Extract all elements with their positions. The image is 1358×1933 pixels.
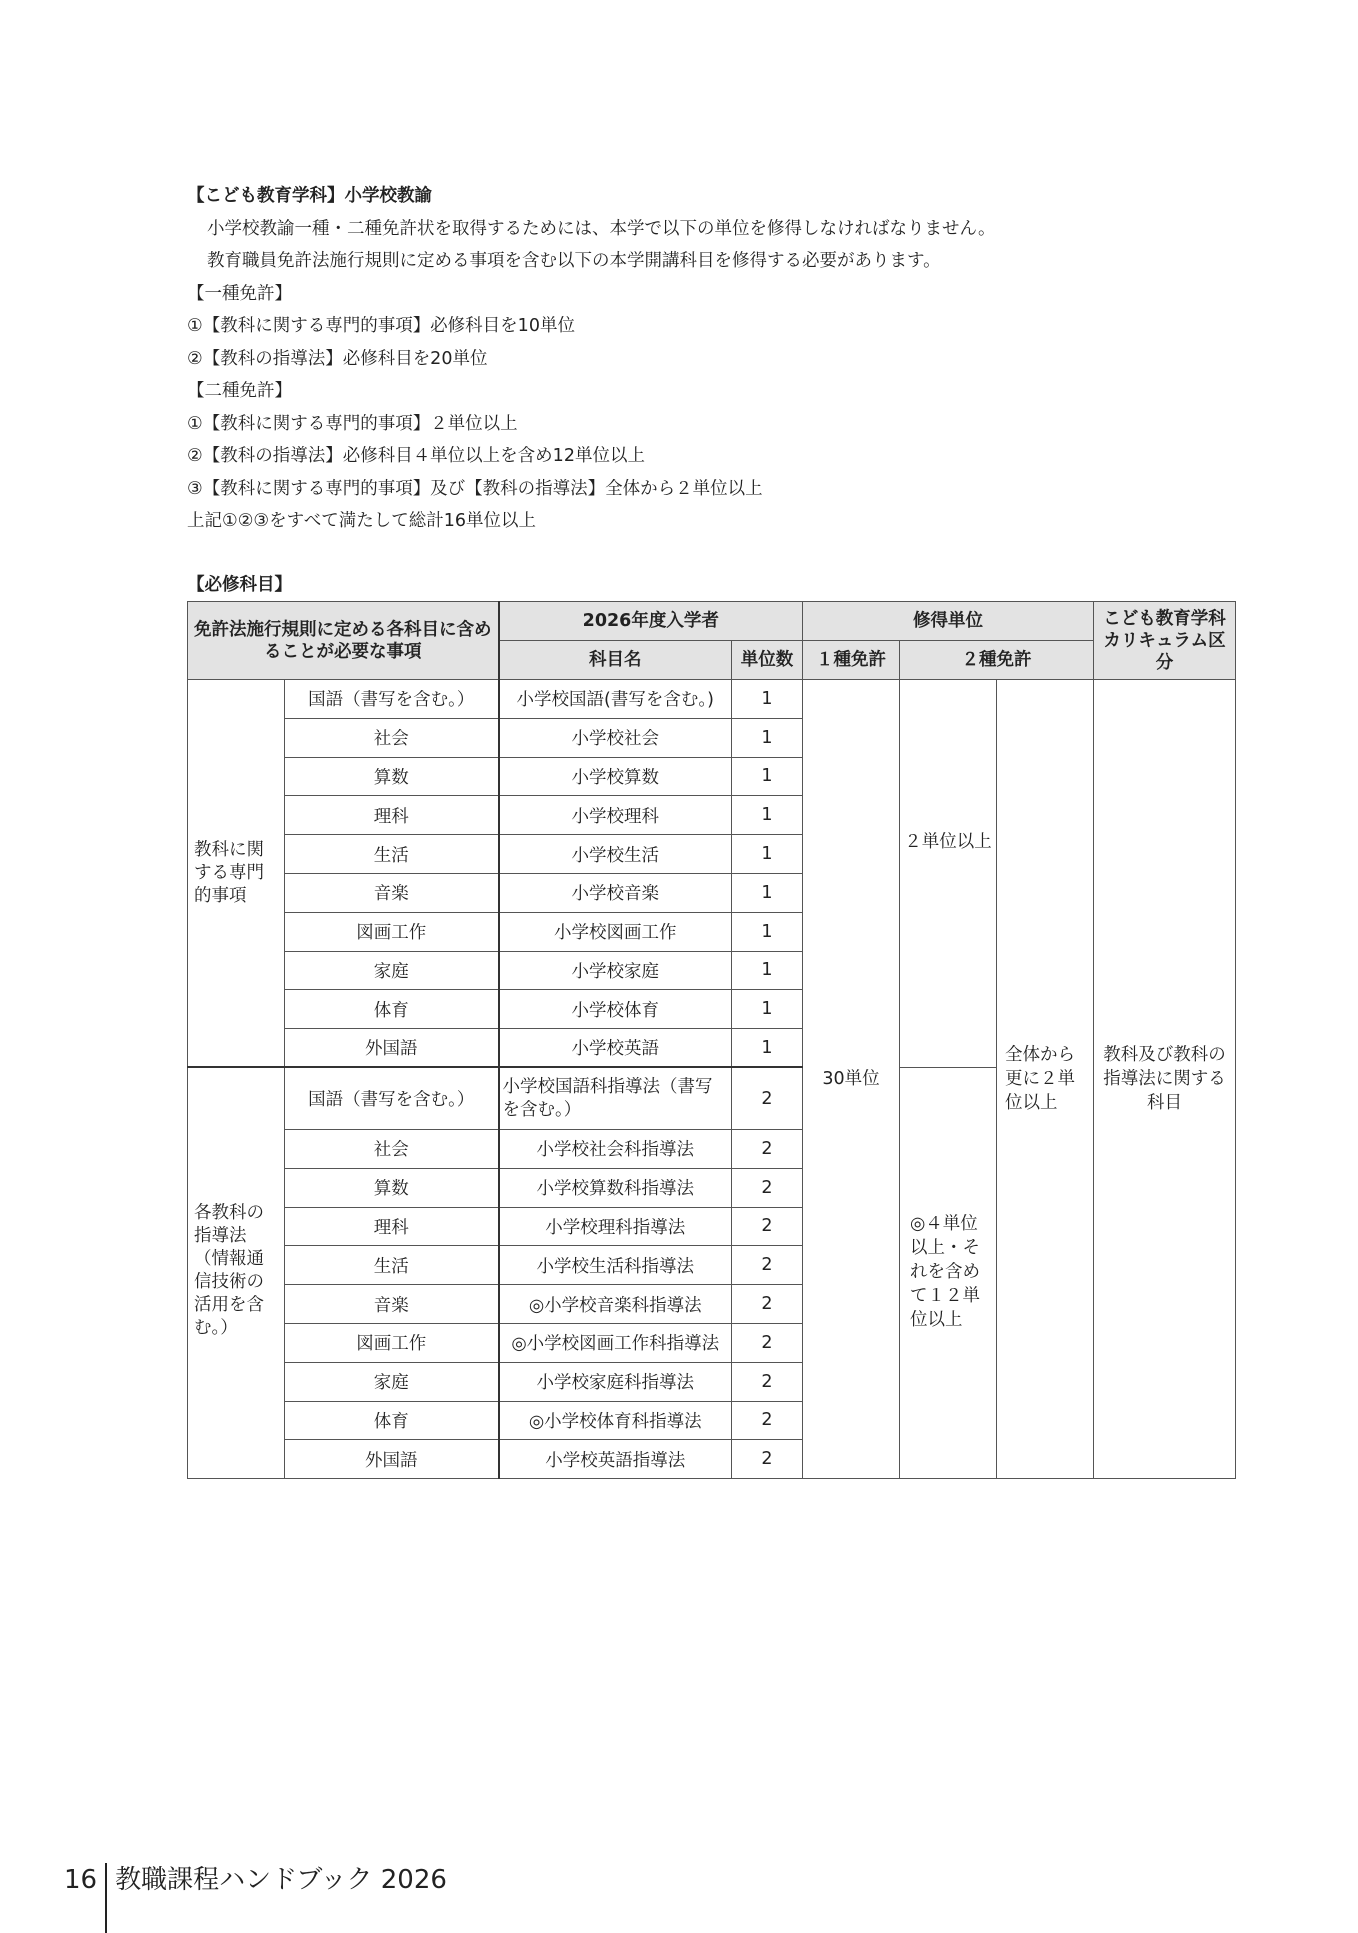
- page-number: 16: [64, 1865, 98, 1895]
- header-earned-credits: 修得単位: [803, 602, 1094, 641]
- required-courses-table: [187, 601, 1236, 1479]
- curriculum-category: 教科及び教科の指導法に関する科目: [1094, 680, 1236, 1479]
- header-type2: ２種免許: [900, 641, 1094, 680]
- header-cohort: 2026年度入学者: [499, 602, 803, 641]
- subject-cell: 小学校生活: [499, 835, 732, 874]
- matter-cell: 図画工作: [285, 1323, 499, 1362]
- type2-item: ①【教科に関する専門的事項】２単位以上: [187, 413, 518, 434]
- credits-cell: 2: [732, 1323, 803, 1362]
- type2-category2: ◎４単位以上・それを含めて１２単位以上: [900, 1067, 997, 1478]
- matter-cell: 国語（書写を含む。）: [285, 680, 499, 719]
- type1-item: ①【教科に関する専門的事項】必修科目を10単位: [187, 316, 575, 336]
- footer-divider: [105, 1863, 107, 1933]
- subject-cell: 小学校国語科指導法（書写を含む。）: [499, 1067, 732, 1129]
- matter-cell: 家庭: [285, 1362, 499, 1401]
- credits-cell: 2: [732, 1168, 803, 1207]
- subject-cell: 小学校理科: [499, 796, 732, 835]
- subject-cell: 小学校英語指導法: [499, 1440, 732, 1479]
- credits-cell: 2: [732, 1362, 803, 1401]
- credits-cell: 2: [732, 1440, 803, 1479]
- matter-cell: 社会: [285, 1129, 499, 1168]
- credits-cell: 1: [732, 718, 803, 757]
- subject-cell: 小学校社会: [499, 718, 732, 757]
- type1-item: ②【教科の指導法】必修科目を20単位: [187, 348, 488, 369]
- matter-cell: 国語（書写を含む。）: [285, 1067, 499, 1129]
- matter-cell: 体育: [285, 990, 499, 1029]
- matter-cell: 算数: [285, 1168, 499, 1207]
- section-title: 【こども教育学科】小学校教諭: [187, 186, 432, 206]
- credits-cell: 1: [732, 912, 803, 951]
- matter-cell: 生活: [285, 1246, 499, 1285]
- header-matters: 免許法施行規則に定める各科目に含めることが必要な事項: [188, 602, 499, 680]
- subject-cell: 小学校算数: [499, 757, 732, 796]
- credits-cell: 1: [732, 680, 803, 719]
- intro-section: [187, 180, 1237, 538]
- credits-cell: 2: [732, 1129, 803, 1168]
- credits-cell: 2: [732, 1401, 803, 1440]
- matter-cell: 理科: [285, 1207, 499, 1246]
- credits-cell: 1: [732, 990, 803, 1029]
- type1-total: 30単位: [803, 680, 900, 1479]
- credits-cell: 1: [732, 1029, 803, 1068]
- subject-cell: 小学校英語: [499, 1029, 732, 1068]
- header-subject-name: 科目名: [499, 641, 732, 680]
- credits-cell: 2: [732, 1067, 803, 1129]
- matter-cell: 音楽: [285, 1285, 499, 1324]
- type2-overall: 全体から更に２単位以上: [997, 680, 1094, 1479]
- subject-cell: ◎小学校音楽科指導法: [499, 1285, 732, 1324]
- header-curriculum: こども教育学科カリキュラム区分: [1094, 602, 1236, 680]
- credits-cell: 2: [732, 1285, 803, 1324]
- subject-cell: ◎小学校図画工作科指導法: [499, 1323, 732, 1362]
- page-footer: [64, 1845, 447, 1915]
- type2-label: 【二種免許】: [187, 381, 292, 401]
- matter-cell: 理科: [285, 796, 499, 835]
- intro-paragraph-1: 小学校教諭一種・二種免許状を取得するためには、本学で以下の単位を修得しなければなりません。: [207, 218, 996, 239]
- credits-cell: 2: [732, 1207, 803, 1246]
- subject-cell: ◎小学校体育科指導法: [499, 1401, 732, 1440]
- matter-cell: 生活: [285, 835, 499, 874]
- subject-cell: 小学校国語(書写を含む。): [499, 680, 732, 719]
- credits-cell: 2: [732, 1246, 803, 1285]
- book-title: 教職課程ハンドブック 2026: [115, 1865, 447, 1895]
- matter-cell: 外国語: [285, 1029, 499, 1068]
- matter-cell: 音楽: [285, 873, 499, 912]
- credits-cell: 1: [732, 873, 803, 912]
- credits-cell: 1: [732, 951, 803, 990]
- subject-cell: 小学校算数科指導法: [499, 1168, 732, 1207]
- credits-cell: 1: [732, 835, 803, 874]
- subject-cell: 小学校図画工作: [499, 912, 732, 951]
- matter-cell: 家庭: [285, 951, 499, 990]
- table-heading: 【必修科目】: [187, 575, 292, 595]
- matter-cell: 外国語: [285, 1440, 499, 1479]
- category-teaching-methods: 各教科の指導法（情報通信技術の活用を含む。）: [188, 1067, 285, 1478]
- type2-category1: ２単位以上: [900, 680, 997, 1068]
- credits-cell: 1: [732, 757, 803, 796]
- matter-cell: 社会: [285, 718, 499, 757]
- credits-cell: 1: [732, 796, 803, 835]
- matter-cell: 図画工作: [285, 912, 499, 951]
- matter-cell: 体育: [285, 1401, 499, 1440]
- subject-cell: 小学校生活科指導法: [499, 1246, 732, 1285]
- matter-cell: 算数: [285, 757, 499, 796]
- summary-line: 上記①②③をすべて満たして総計16単位以上: [187, 511, 536, 531]
- subject-cell: 小学校理科指導法: [499, 1207, 732, 1246]
- subject-cell: 小学校体育: [499, 990, 732, 1029]
- header-type1: １種免許: [803, 641, 900, 680]
- header-credits: 単位数: [732, 641, 803, 680]
- type2-item: ③【教科に関する専門的事項】及び【教科の指導法】全体から２単位以上: [187, 478, 763, 499]
- subject-cell: 小学校社会科指導法: [499, 1129, 732, 1168]
- category-subject-matter: 教科に関する専門的事項: [188, 680, 285, 1068]
- subject-cell: 小学校家庭科指導法: [499, 1362, 732, 1401]
- subject-cell: 小学校音楽: [499, 873, 732, 912]
- type1-label: 【一種免許】: [187, 283, 292, 304]
- type2-item: ②【教科の指導法】必修科目４単位以上を含め12単位以上: [187, 446, 645, 466]
- intro-paragraph-2: 教育職員免許法施行規則に定める事項を含む以下の本学開講科目を修得する必要があります。: [207, 251, 941, 271]
- table-row: [188, 680, 1236, 719]
- subject-cell: 小学校家庭: [499, 951, 732, 990]
